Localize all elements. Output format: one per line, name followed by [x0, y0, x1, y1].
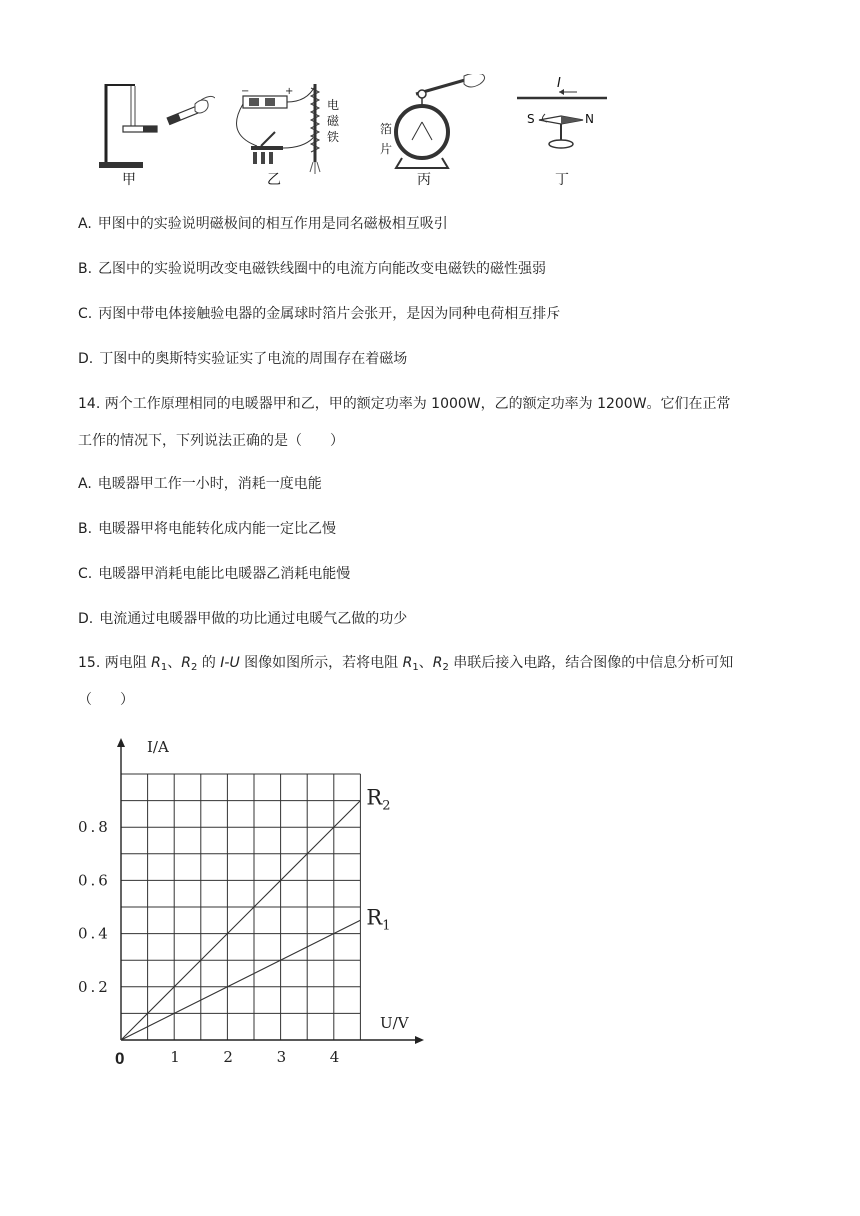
q14-option-d	[78, 609, 407, 629]
x-axis-label: U/V	[380, 1014, 409, 1032]
figure-ding-s-label: S	[527, 112, 535, 126]
series-label-subscript: 2	[382, 798, 391, 814]
figure-jia	[95, 74, 215, 186]
q14-option-d-text: 电流通过电暖器甲做的功比通过电暖气乙做的功少	[99, 611, 408, 627]
y-tick-label: 0 . 6	[78, 871, 108, 890]
q15-text-part: 15. 两电阻	[78, 655, 152, 671]
q15-text-part: 图像如图所示，若将电阻	[239, 655, 403, 671]
q13-option-b-text: 乙图中的实验说明改变电磁铁线圈中的电流方向能改变电磁铁的磁性强弱	[98, 261, 547, 277]
q14-option-d-letter: D.	[78, 611, 94, 627]
series-line-r1	[121, 920, 360, 1040]
q15-r2-subscript: 2	[191, 662, 198, 673]
origin-label: 0	[115, 1049, 125, 1068]
q15-stem-line-2: （ ）	[78, 692, 134, 708]
q15-r1-subscript: 1	[412, 662, 419, 673]
y-axis-label: I/A	[147, 738, 169, 756]
figure-jia-drawing	[95, 74, 215, 186]
q15-r2-symbol: R	[181, 655, 192, 671]
q14-stem-line-2: 工作的情况下，下列说法正确的是（ ）	[78, 433, 344, 449]
q14-option-c	[78, 564, 350, 584]
figure-ding-n-label: N	[585, 112, 594, 126]
x-tick-label: 3	[276, 1048, 287, 1066]
figure-ding-current-label: I	[557, 76, 561, 91]
q14-stem-line-1: 14. 两个工作原理相同的电暖器甲和乙，甲的额定功率为 1000W，乙的额定功率为 1200W。它们在正常	[78, 396, 731, 412]
q15-text-part: 串联后接入电路，结合图像的中信息分析可知	[448, 655, 734, 671]
q15-stem-line-1	[78, 653, 733, 673]
q15-text-part: 的	[197, 655, 221, 671]
figure-yi	[235, 74, 350, 186]
figure-yi-caption: 乙	[267, 172, 281, 188]
figure-jia-caption: 甲	[122, 172, 136, 188]
q15-r1-symbol: R	[151, 655, 161, 671]
series-label-r1: $R_1$	[366, 905, 391, 934]
q13-option-d	[78, 349, 407, 369]
q14-option-a	[78, 474, 322, 494]
q15-r2-symbol: R	[432, 655, 443, 671]
q13-option-b-letter: B.	[78, 261, 93, 277]
q15-r1-subscript: 1	[160, 662, 168, 673]
figure-yi-magnet-label-1: 电	[327, 98, 340, 112]
figure-row	[95, 74, 615, 186]
figure-yi-magnet-label-2: 磁	[327, 114, 340, 128]
figure-bing	[380, 74, 500, 186]
q13-option-a-text: 甲图中的实验说明磁极间的相互作用是同名磁极相互吸引	[97, 216, 448, 232]
svg-text:−: −	[241, 86, 250, 97]
figure-bing-foil-label-2: 片	[380, 142, 393, 156]
q13-option-c-letter: C.	[78, 306, 93, 322]
y-tick-label: 0 . 2	[78, 977, 108, 996]
series-line-r2	[121, 801, 360, 1040]
q14-option-b	[78, 519, 336, 539]
q14-option-b-letter: B.	[78, 521, 93, 537]
series-label-subscript: 1	[382, 918, 391, 934]
q13-option-c	[78, 304, 560, 324]
figure-yi-magnet-label-3: 铁	[327, 130, 340, 144]
figure-ding	[515, 74, 615, 186]
iu-graph	[74, 730, 434, 1080]
x-tick-label: 4	[329, 1048, 340, 1066]
y-tick-label: 0 . 8	[78, 818, 108, 837]
x-tick-label: 1	[170, 1048, 180, 1066]
q14-option-c-text: 电暖器甲消耗电能比电暖器乙消耗电能慢	[98, 566, 351, 582]
x-tick-label: 2	[223, 1048, 233, 1066]
q14-option-c-letter: C.	[78, 566, 93, 582]
q15-sep: 、	[167, 655, 182, 671]
x-axis-arrow	[415, 1036, 424, 1044]
q13-option-d-text: 丁图中的奥斯特实验证实了电流的周围存在着磁场	[99, 351, 408, 367]
figure-bing-foil-label-1: 箔	[380, 122, 393, 136]
q15-iu-symbol: I-U	[220, 655, 240, 671]
q15-sep: 、	[418, 655, 433, 671]
iu-graph-svg	[74, 730, 434, 1080]
svg-text:+: +	[285, 86, 294, 97]
figure-bing-caption: 丙	[417, 172, 431, 188]
q13-option-a	[78, 214, 448, 234]
series-label-r2: $R_2$	[366, 785, 391, 814]
q15-r1-symbol: R	[402, 655, 413, 671]
q13-option-a-letter: A.	[78, 216, 92, 232]
q13-option-d-letter: D.	[78, 351, 94, 367]
q15-r2-subscript: 2	[442, 662, 449, 673]
q14-option-a-letter: A.	[78, 476, 92, 492]
q13-option-c-text: 丙图中带电体接触验电器的金属球时箔片会张开，是因为同种电荷相互排斥	[98, 306, 561, 322]
q14-option-a-text: 电暖器甲工作一小时，消耗一度电能	[97, 476, 322, 492]
q13-option-b	[78, 259, 546, 279]
y-tick-label: 0 . 4	[78, 924, 108, 943]
figure-ding-caption: 丁	[555, 172, 569, 188]
y-axis-arrow	[117, 738, 125, 747]
figure-bing-drawing	[380, 74, 500, 186]
q14-option-b-text: 电暖器甲将电能转化成内能一定比乙慢	[98, 521, 337, 537]
